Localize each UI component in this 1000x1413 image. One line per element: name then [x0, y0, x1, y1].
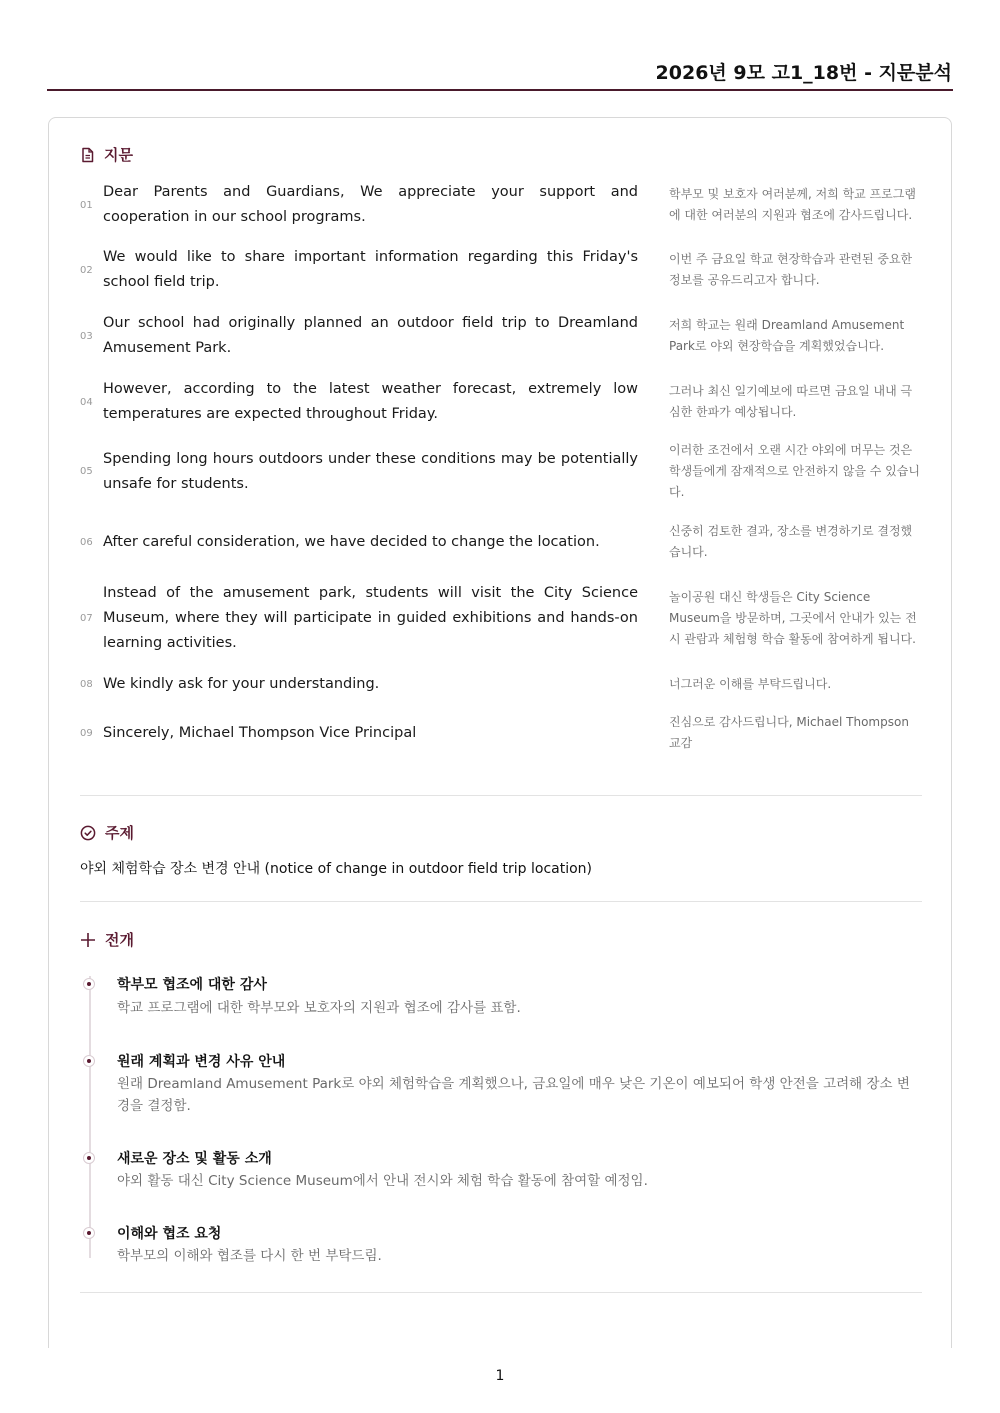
sentence-row — [80, 377, 922, 427]
sentence-korean: 이러한 조건에서 오랜 시간 야외에 머무는 것은 학생들에게 잠재적으로 안전하지 않을 수 있습니다. — [669, 443, 920, 499]
sentence-row — [80, 311, 922, 361]
timeline-item-desc: 원래 Dreamland Amusement Park로 야외 체험학습을 계획했으나, 금요일에 매우 낮은 기온이 예보되어 학생 안전을 고려해 장소 변경을 결정함. — [117, 1076, 910, 1114]
development-heading-label: 전개 — [105, 931, 134, 949]
sentence-number: 09 — [80, 727, 93, 739]
sentence-english: Spending long hours outdoors under these conditions may be potentially unsafe for students. — [103, 450, 638, 492]
section-divider — [80, 901, 922, 902]
sentence-english: Our school had originally planned an outdoor field trip to Dreamland Amusement Park. — [103, 315, 638, 356]
analysis-card — [48, 117, 952, 1348]
sentence-number: 02 — [80, 264, 93, 276]
timeline-dot — [83, 1227, 95, 1239]
plus-icon — [80, 932, 96, 948]
sentence-korean: 너그러운 이해를 부탁드립니다. — [669, 677, 832, 691]
section-divider — [80, 795, 922, 796]
sentence-english: Instead of the amusement park, students will visit the City Science Museum, where they will participate in guided exhibitions and hands-on learning activities. — [103, 585, 638, 651]
page-title: 2026년 9모 고1_18번 - 지문분석 — [655, 62, 952, 84]
sentence-english: However, according to the latest weather forecast, extremely low temperatures are expected throughout Friday. — [103, 381, 638, 422]
sentence-korean: 진심으로 감사드립니다, Michael Thompson 교감 — [669, 715, 909, 750]
sentence-english: We kindly ask for your understanding. — [103, 676, 380, 692]
development-heading — [80, 929, 134, 950]
header-rule — [47, 89, 953, 91]
sentence-number: 04 — [80, 396, 93, 408]
timeline-item-desc: 야외 활동 대신 City Science Museum에서 안내 전시와 체험 학습 활동에 참여할 예정임. — [117, 1173, 648, 1189]
timeline-item-title: 원래 계획과 변경 사유 안내 — [117, 1054, 286, 1070]
passage-heading — [80, 144, 133, 165]
sentence-number: 08 — [80, 679, 93, 690]
timeline-item-title: 이해와 협조 요청 — [117, 1226, 222, 1242]
topic-heading-label: 주제 — [105, 824, 134, 842]
topic-heading — [80, 822, 134, 843]
sentence-korean: 놀이공원 대신 학생들은 City Science Museum을 방문하며, 그곳에서 안내가 있는 전시 관람과 체험형 학습 활동에 참여하게 됩니다. — [669, 590, 917, 646]
sentence-number: 01 — [80, 199, 93, 211]
passage-heading-label: 지문 — [104, 146, 133, 164]
document-icon — [80, 147, 95, 163]
sentence-korean: 신중히 검토한 결과, 장소를 변경하기로 결정했습니다. — [669, 524, 913, 559]
timeline-dot — [83, 978, 95, 990]
sentence-number: 07 — [80, 613, 93, 624]
check-circle-icon — [80, 825, 96, 841]
section-divider — [80, 1292, 922, 1293]
sentence-row — [80, 180, 922, 230]
timeline-dot — [83, 1055, 95, 1067]
sentence-korean: 그러나 최신 일기예보에 따르면 금요일 내내 극심한 한파가 예상됩니다. — [669, 384, 913, 419]
sentence-row — [80, 440, 922, 503]
sentence-row — [80, 245, 922, 295]
topic-text: 야외 체험학습 장소 변경 안내 (notice of change in outdoor field trip location) — [80, 861, 593, 877]
timeline-dot — [83, 1152, 95, 1164]
sentence-number: 03 — [80, 330, 93, 342]
sentence-row — [80, 581, 922, 656]
sentence-english: After careful consideration, we have decided to change the location. — [103, 533, 600, 550]
timeline-item-title: 학부모 협조에 대한 감사 — [117, 977, 267, 993]
sentence-row — [80, 672, 922, 697]
sentence-number: 06 — [80, 536, 93, 548]
sentence-english: Sincerely, Michael Thompson Vice Principal — [103, 724, 417, 741]
sentence-number: 05 — [80, 466, 93, 477]
sentence-row — [80, 521, 922, 563]
sentence-korean: 학부모 및 보호자 여러분께, 저희 학교 프로그램에 대한 여러분의 지원과 협조에 감사드립니다. — [669, 187, 916, 222]
sentence-english: Dear Parents and Guardians, We appreciate your support and cooperation in our school programs. — [103, 184, 638, 225]
timeline-item-desc: 학교 프로그램에 대한 학부모와 보호자의 지원과 협조에 감사를 표함. — [117, 1000, 521, 1016]
sentence-english: We would like to share important information regarding this Friday's school field trip. — [103, 249, 638, 290]
timeline-line — [89, 976, 91, 1258]
sentence-korean: 이번 주 금요일 학교 현장학습과 관련된 중요한 정보를 공유드리고자 합니다. — [669, 252, 913, 287]
sentence-korean: 저희 학교는 원래 Dreamland Amusement Park로 야외 현장학습을 계획했었습니다. — [669, 318, 905, 353]
sentence-row — [80, 712, 922, 754]
page-number: 1 — [495, 1368, 505, 1384]
timeline-item-desc: 학부모의 이해와 협조를 다시 한 번 부탁드림. — [117, 1248, 382, 1264]
timeline-item-title: 새로운 장소 및 활동 소개 — [117, 1151, 272, 1167]
